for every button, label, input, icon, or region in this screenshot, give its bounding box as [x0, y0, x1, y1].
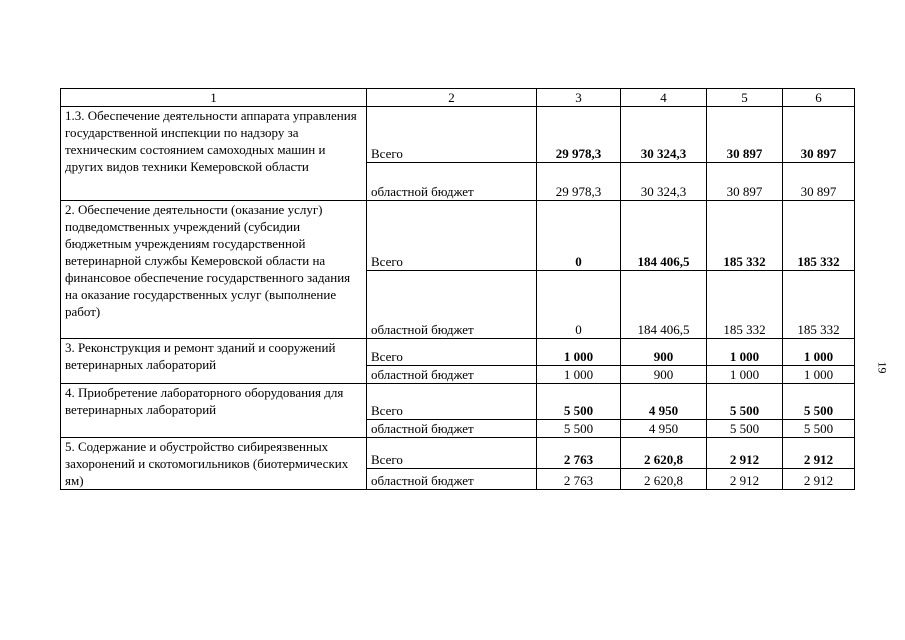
- column-number: 5: [707, 89, 783, 107]
- value-cell: 0: [537, 201, 621, 271]
- program-item-name: 1.3. Обеспечение деятельности аппарата управления государственной инспекции по надзору за техническим состоянием самоходных машин и других видов техники Кемеровской области: [61, 107, 367, 201]
- value-cell: 30 897: [707, 107, 783, 163]
- value-cell: 30 897: [783, 107, 855, 163]
- funding-type: областной бюджет: [367, 366, 537, 384]
- value-cell: 900: [621, 339, 707, 366]
- page-number: 19: [875, 361, 890, 374]
- value-cell: 30 897: [783, 163, 855, 201]
- column-number: 1: [61, 89, 367, 107]
- funding-type: областной бюджет: [367, 271, 537, 339]
- table-row: [61, 201, 855, 271]
- program-item-name: 3. Реконструкция и ремонт зданий и сооружений ветеринарных лабораторий: [61, 339, 367, 384]
- value-cell: 1 000: [783, 339, 855, 366]
- value-cell: 184 406,5: [621, 271, 707, 339]
- value-cell: 185 332: [707, 271, 783, 339]
- program-item-name: 5. Содержание и обустройство сибиреязвенных захоронений и скотомогильников (биотермических ям): [61, 438, 367, 490]
- funding-type: областной бюджет: [367, 163, 537, 201]
- value-cell: 30 324,3: [621, 163, 707, 201]
- funding-type: Всего: [367, 384, 537, 420]
- value-cell: 2 763: [537, 469, 621, 490]
- program-item-name: 4. Приобретение лабораторного оборудования для ветеринарных лабораторий: [61, 384, 367, 438]
- value-cell: 1 000: [707, 339, 783, 366]
- value-cell: 0: [537, 271, 621, 339]
- value-cell: 29 978,3: [537, 107, 621, 163]
- value-cell: 1 000: [783, 366, 855, 384]
- value-cell: 30 324,3: [621, 107, 707, 163]
- value-cell: 5 500: [537, 384, 621, 420]
- column-number: 4: [621, 89, 707, 107]
- funding-type: Всего: [367, 438, 537, 469]
- funding-type: Всего: [367, 339, 537, 366]
- value-cell: 4 950: [621, 420, 707, 438]
- value-cell: 2 912: [783, 438, 855, 469]
- value-cell: 2 763: [537, 438, 621, 469]
- value-cell: 185 332: [707, 201, 783, 271]
- table-row: [61, 107, 855, 163]
- value-cell: 2 620,8: [621, 438, 707, 469]
- column-number: 2: [367, 89, 537, 107]
- value-cell: 5 500: [537, 420, 621, 438]
- value-cell: 1 000: [537, 339, 621, 366]
- value-cell: 185 332: [783, 201, 855, 271]
- value-cell: 30 897: [707, 163, 783, 201]
- funding-type: областной бюджет: [367, 420, 537, 438]
- value-cell: 29 978,3: [537, 163, 621, 201]
- value-cell: 2 620,8: [621, 469, 707, 490]
- value-cell: 2 912: [783, 469, 855, 490]
- value-cell: 1 000: [707, 366, 783, 384]
- value-cell: 2 912: [707, 438, 783, 469]
- funding-type: Всего: [367, 201, 537, 271]
- funding-type: Всего: [367, 107, 537, 163]
- table-row: [61, 339, 855, 366]
- value-cell: 5 500: [783, 420, 855, 438]
- value-cell: 184 406,5: [621, 201, 707, 271]
- budget-table: [60, 88, 855, 490]
- table-row: [61, 438, 855, 469]
- value-cell: 900: [621, 366, 707, 384]
- value-cell: 5 500: [707, 384, 783, 420]
- value-cell: 4 950: [621, 384, 707, 420]
- value-cell: 185 332: [783, 271, 855, 339]
- value-cell: 2 912: [707, 469, 783, 490]
- value-cell: 5 500: [783, 384, 855, 420]
- column-number: 3: [537, 89, 621, 107]
- column-number: 6: [783, 89, 855, 107]
- value-cell: 5 500: [707, 420, 783, 438]
- column-numbers-row: [61, 89, 855, 107]
- table-row: [61, 384, 855, 420]
- program-item-name: 2. Обеспечение деятельности (оказание услуг) подведомственных учреждений (субсидии бюджетным учреждениям государственной ветеринарной службы Кемеровской области на финансовое обеспечение государственного задания на оказание государственных услуг (выполнение работ): [61, 201, 367, 339]
- value-cell: 1 000: [537, 366, 621, 384]
- funding-type: областной бюджет: [367, 469, 537, 490]
